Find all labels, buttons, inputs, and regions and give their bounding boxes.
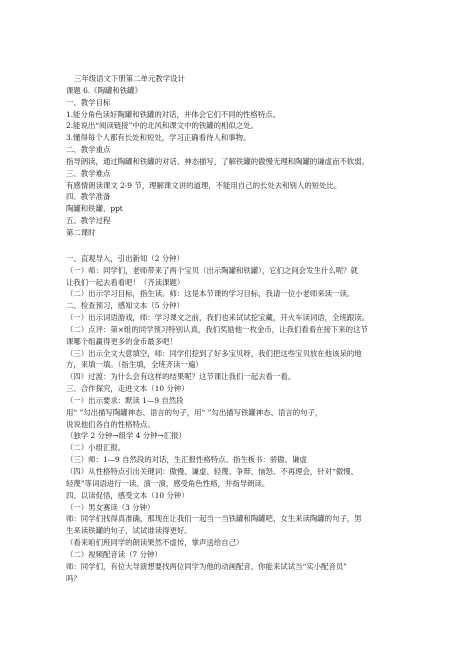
text-line: 用“ ”勾出描写陶罐神态、语言的句子，用“ ”勾出描写铁罐神态、语言的句子， [66, 407, 323, 417]
text-line: 2.能说出“阅读链接”中的北风和课文中的铁罐的相似之处。 [66, 121, 258, 131]
text-line: （看来咱们班同学的朗读果然不虚传，掌声送给自己） [66, 538, 244, 548]
text-line: （三）出示全文大意填空，师：同学们挖到了好多宝贝呀，我们把这些宝贝放在他该呆的地 [66, 348, 362, 358]
text-line: 课哪个组赢得更多的金币最多吧！ [66, 336, 177, 346]
text-line: 四、教学准备 [66, 192, 111, 202]
text-line: 说说他们各自的性格特点。 [66, 419, 155, 429]
text-line: 有感情朗读课文 2-9 节，理解课文讲的道理，不能用自己的长处去和别人的短处比。 [66, 180, 342, 190]
text-line: 师：同学们，有位大导演想要找两位同学为他的动画配音，你能来试试当“实小配音员” [66, 561, 348, 571]
text-line: 让我们一起去看看吧！（齐读课题） [66, 277, 185, 287]
text-line: （二）出示学习目标，指生读。师：这是本节课的学习目标，我请一位小老师来读一读。 [66, 289, 355, 299]
text-line: （二）点评：第×组的同学预习特别认真，我们奖励他一枚金币，让我们看看在接下来的这节 [66, 324, 368, 334]
text-line: 指导朗读，通过陶罐和铁罐的对话、神态描写，了解铁罐的傲慢无理和陶罐的谦虚而不软弱。 [66, 156, 370, 166]
text-line: 第二课时 [66, 227, 96, 237]
text-line: （一）男女赛读（3 分钟） [66, 502, 155, 512]
text-line: 二、教学重点 [66, 145, 111, 155]
text-line: （一）出示要求：默读 1—9 自然段 [66, 395, 184, 405]
document-title: 三年级语文下册第二单元教学设计 [74, 74, 185, 83]
text-line: （二）视频配音读（7 分钟） [66, 549, 162, 559]
text-line: 师：同学们找得真准确，那现在让我们一起当一当铁罐和陶罐吧，女生来读陶罐的句子，男 [66, 514, 362, 524]
text-line: 陶罐和铁罐、ppt [66, 204, 123, 214]
text-line: （四）从性格特点引出关键词：傲慢、谦虚、轻蔑、争辩、恼怒、不再理会，针对“傲慢、 [66, 467, 359, 476]
text-line: 五、教学过程 [66, 216, 111, 226]
text-line: 方，来填一填。（指生填，全班齐读一遍） [66, 360, 203, 370]
text-line: （一）师：同学们，老师带来了两个宝贝（出示陶罐和铁罐），它们之间会发生什么呢？就 [66, 265, 358, 275]
text-line: （三）师：1—9 自然段的对话，生汇报性格特点、指生板书：骄傲、谦虚 [66, 455, 307, 465]
text-line: 一、教学目标 [66, 97, 111, 107]
section-spacer [66, 239, 418, 253]
text-line: 四、以读促悟，感受文本（10 分钟） [66, 490, 189, 500]
text-line: 一、直观导入，引出新知（2 分钟） [66, 253, 184, 263]
text-line: 三、合作探究，走进文本（10 分钟） [66, 384, 189, 394]
text-line: 吗？ [66, 573, 81, 583]
text-line: 二、检查预习，感知文本（5 分钟） [66, 301, 184, 311]
text-line: 三、教学难点 [66, 168, 111, 178]
text-line: 生来读铁罐的句子，试试谁读得更好。 [66, 526, 192, 536]
document-body [66, 73, 418, 584]
text-line: （独学 2 分钟→组学 4 分钟→汇报） [66, 431, 186, 441]
text-line: （一）出示词语游戏，师：学习课文之前，我们也来试试挖宝藏，开火车读词语，全班跟读。 [66, 313, 370, 323]
teaching-process-block [66, 253, 418, 585]
text-line: 1.能分角色读好陶罐和铁罐的对话，并体会它们不同的性格特点。 [66, 109, 280, 119]
text-line: 课题 6.《陶罐和铁罐》 [66, 85, 142, 95]
text-line: 轻蔑”等词语进行一读、演一演，感受角色性格，并指导朗读。 [66, 478, 270, 488]
text-line: （二）小组汇报。 [66, 443, 126, 453]
lesson-plan-header-block [66, 73, 418, 239]
text-line: （四）过渡：为什么会有这样的结果呢？这节课让我们一起去看一看。 [66, 372, 296, 382]
text-line: 3.懂得每个人都有长处和短处，学习正确看待人和事物。 [66, 133, 251, 143]
